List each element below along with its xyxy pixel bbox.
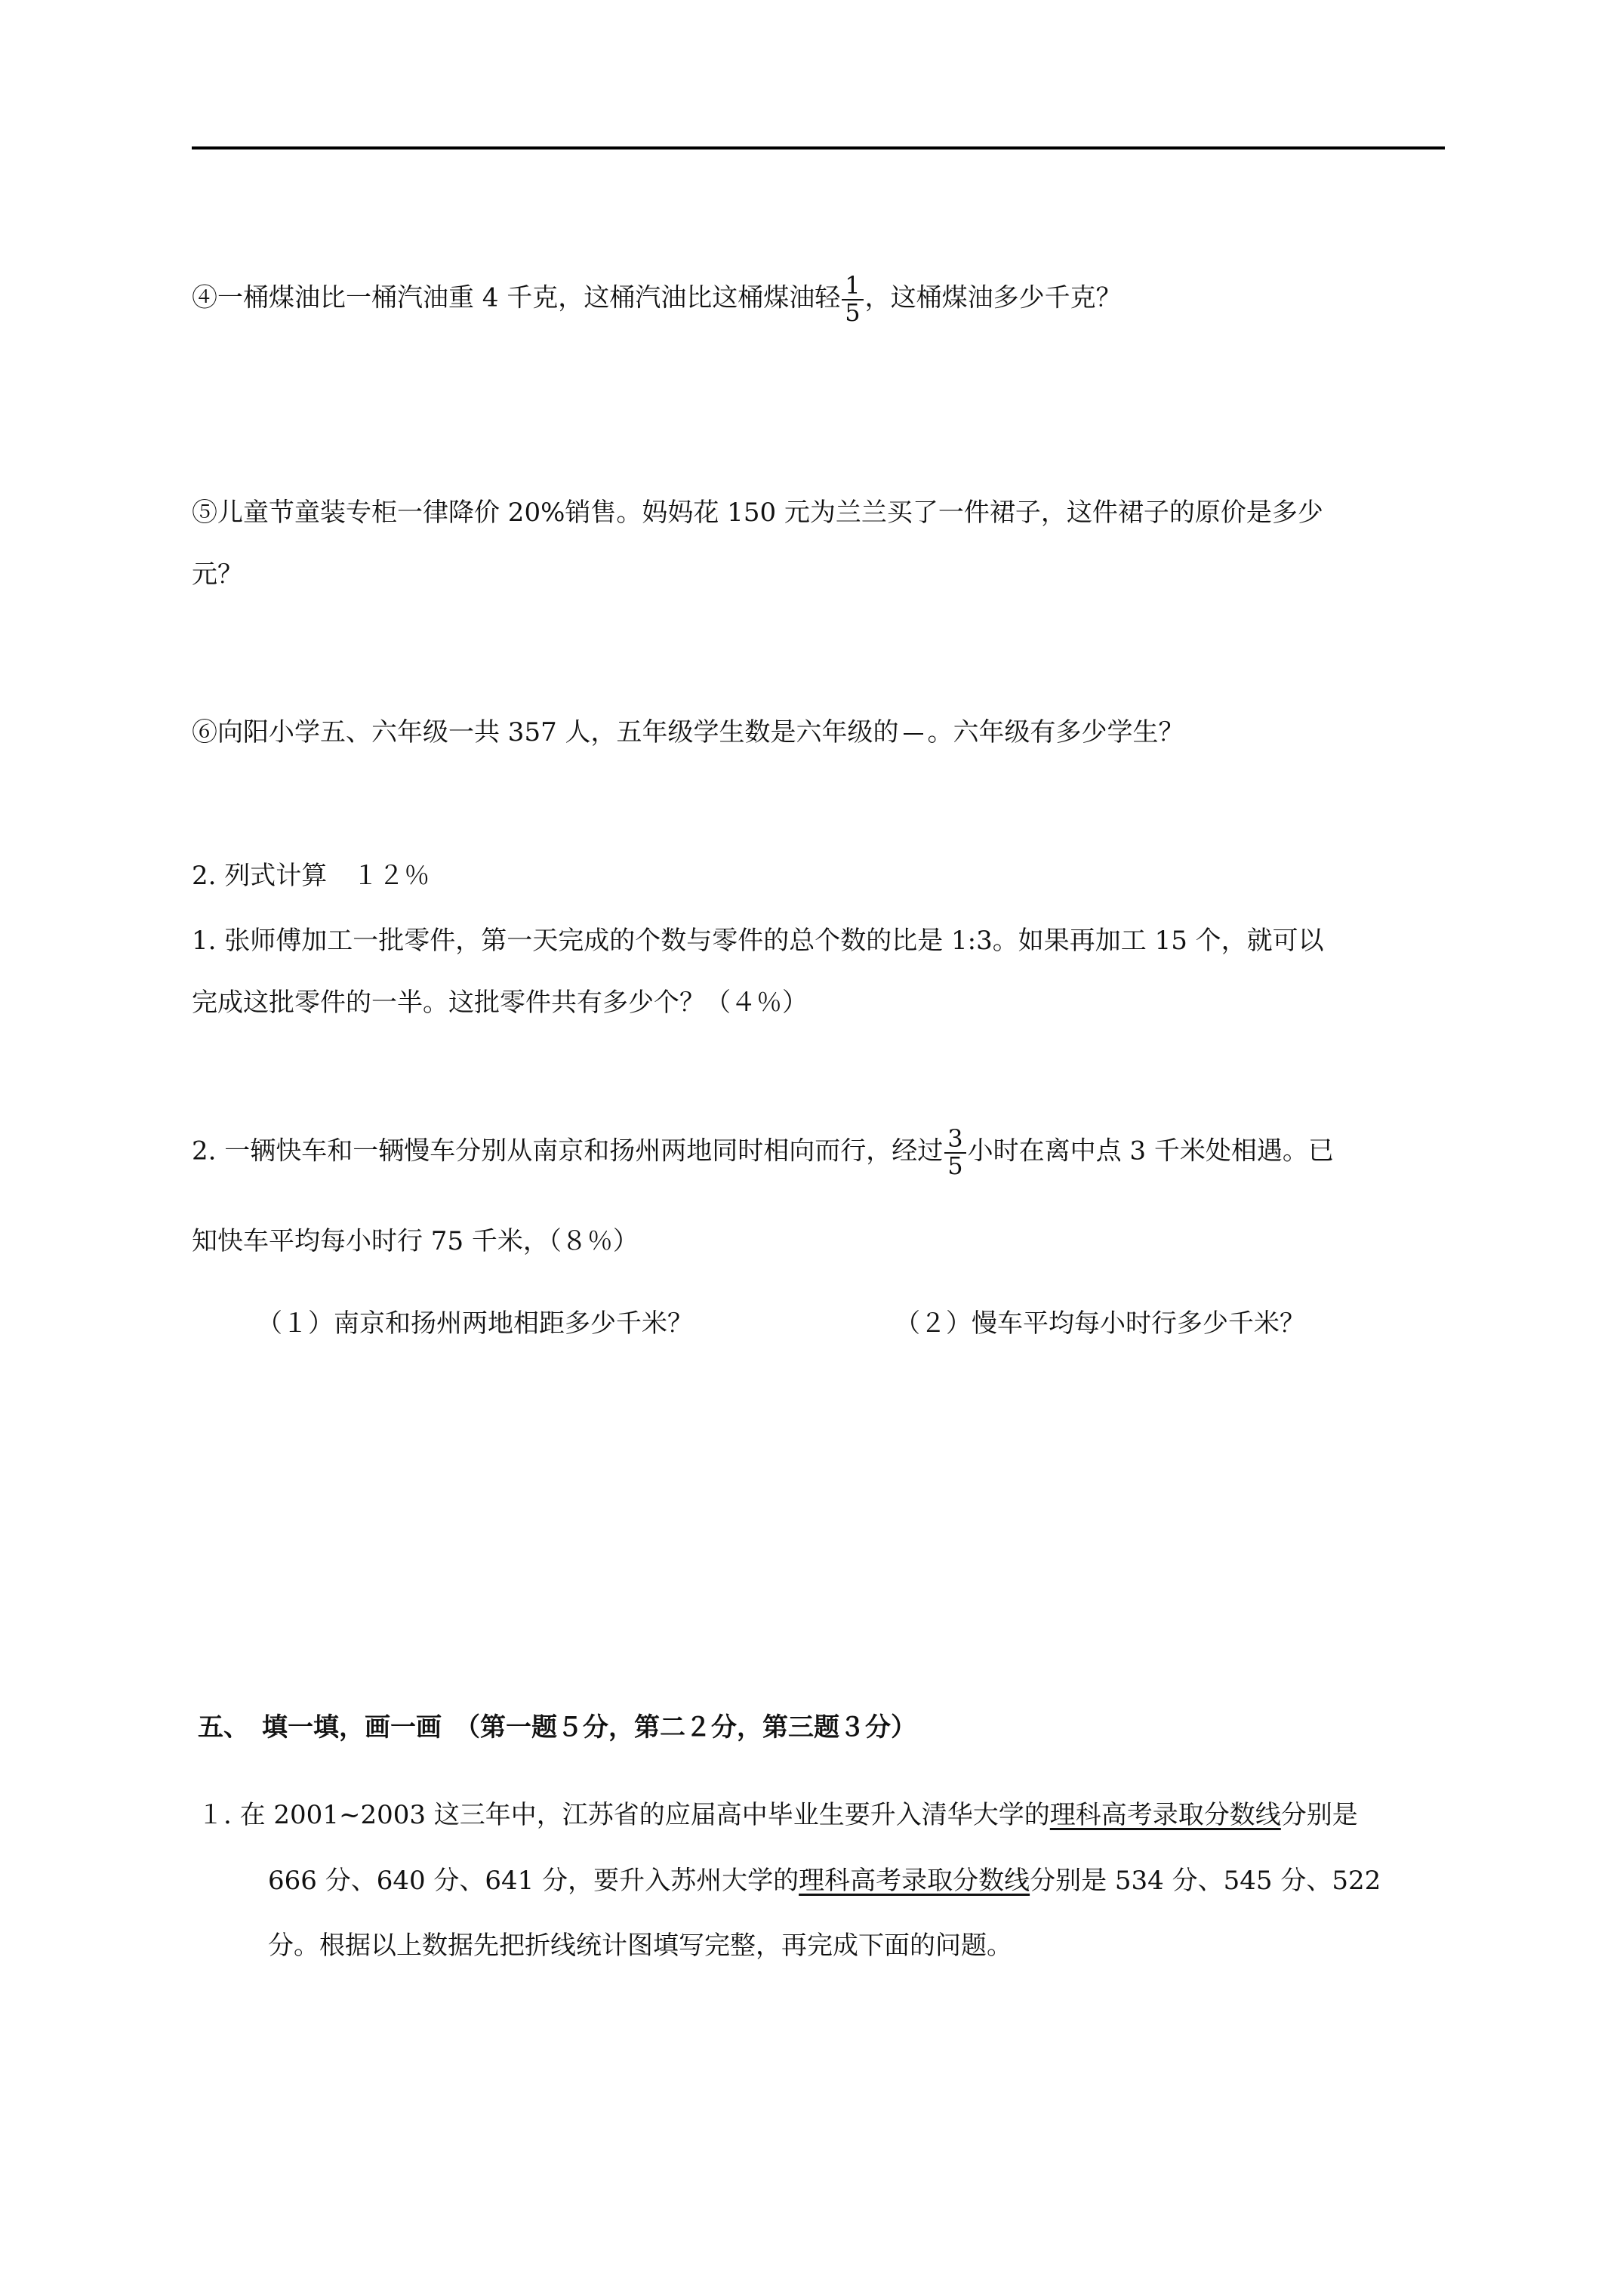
problem-1-line-1: 1. 张师傅加工一批零件，第一天完成的个数与零件的总个数的比是 1:3。如果再加工 15 个，就可以: [192, 926, 1324, 956]
question-6-text-end: 。六年级有多少学生？: [927, 717, 1184, 747]
problem-2-text-end: 小时在离中点 3 千米处相遇。已: [967, 1136, 1334, 1166]
problem-2-sub-2: （２）慢车平均每小时行多少千米？: [895, 1308, 1305, 1339]
section-2-title: 2. 列式计算 １２％: [192, 861, 430, 891]
item-1-line-3: 分。根据以上数据先把折线统计图填写完整，再完成下面的问题。: [268, 1931, 1012, 1961]
problem-1-line-2: 完成这批零件的一半。这批零件共有多少个？（４％）: [192, 988, 808, 1018]
fraction-blank: [904, 733, 923, 735]
question-4: [192, 273, 1122, 325]
question-6-text: ⑥向阳小学五、六年级一共 357 人，五年级学生数是六年级的: [192, 717, 899, 747]
item-1-line-1: １. 在 2001~2003 这三年中，江苏省的应届高中毕业生要升入清华大学的理科高考录取分数线分别是: [198, 1800, 1358, 1830]
underlined-term: 理科高考录取分数线: [799, 1866, 1030, 1896]
question-6: [192, 717, 1184, 747]
problem-2-text: 2. 一辆快车和一辆慢车分别从南京和扬州两地同时相向而行，经过: [192, 1136, 944, 1166]
problem-2-line-2: 知快车平均每小时行 75 千米，（８％）: [192, 1226, 639, 1256]
problem-2-sub-1: （１）南京和扬州两地相距多少千米？: [257, 1308, 693, 1339]
problem-2-line-1: [192, 1126, 1334, 1179]
question-4-text-end: ，这桶煤油多少千克？: [864, 282, 1122, 313]
item-1-line-2: 666 分、640 分、641 分，要升入苏州大学的理科高考录取分数线分别是 534 分、545 分、522: [268, 1866, 1381, 1896]
section-5-title: 五、 填一填，画一画 （第一题５分，第二２分，第三题３分）: [198, 1712, 916, 1743]
question-4-text: ④一桶煤油比一桶汽油重 4 千克，这桶汽油比这桶煤油轻: [192, 282, 841, 313]
question-5-line-1: ⑤儿童节童装专柜一律降价 20%销售。妈妈花 150 元为兰兰买了一件裙子，这件裙子的原价是多少: [192, 498, 1323, 528]
fraction-one-fifth: $\frac{1}{5}$: [842, 273, 863, 325]
underlined-term: 理科高考录取分数线: [1049, 1800, 1281, 1830]
header-rule: [192, 146, 1445, 149]
fraction-three-fifths: $\frac{3}{5}$: [944, 1126, 965, 1179]
question-5-line-2: 元？: [192, 559, 243, 590]
